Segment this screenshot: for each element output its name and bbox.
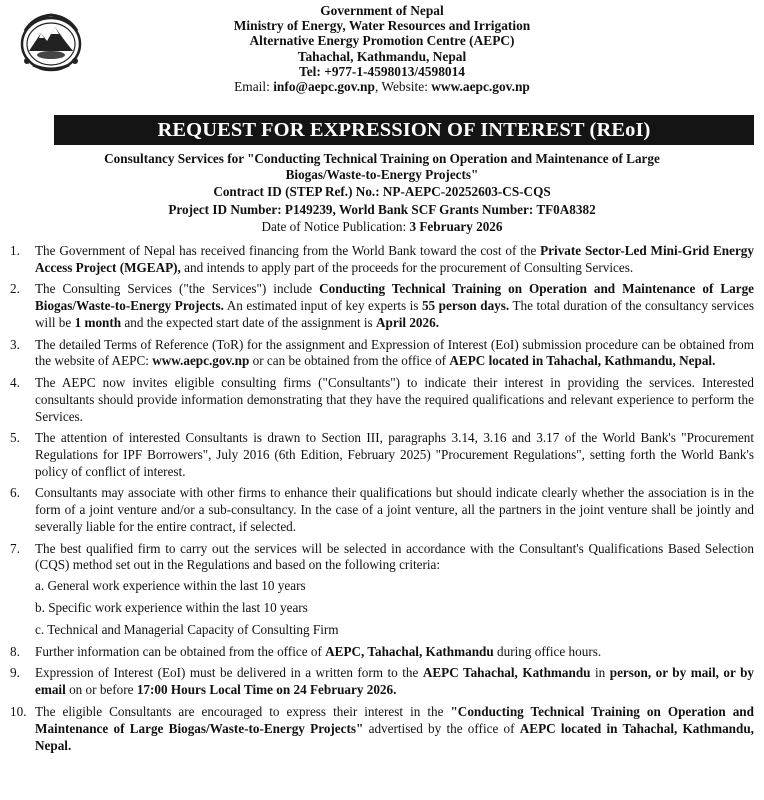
- email-label: Email:: [234, 79, 274, 95]
- item-text: 55 person days.: [421, 298, 510, 314]
- letterhead: [0, 3, 764, 94]
- item-text: The Consulting Services ("the Services") include: [35, 281, 320, 297]
- item-text: The Government of Nepal has received financing from the World Bank toward the cost of the: [35, 243, 541, 258]
- government-name: Government of Nepal: [320, 3, 444, 18]
- item-text: in: [590, 665, 610, 681]
- item-text: AEPC located in Tahachal, Kathmandu, Nepal.: [449, 353, 716, 369]
- website-link[interactable]: www.aepc.gov.np: [431, 79, 530, 95]
- item-text: Expression of Interest (EoI) must be delivered in a written form to the: [35, 665, 423, 681]
- item-text: AEPC, Tahachal, Kathmandu: [325, 644, 494, 660]
- item-text: on or before: [65, 682, 137, 698]
- item-text: person, or by mail, or by email: [35, 665, 755, 698]
- centre-name: Alternative Energy Promotion Centre (AEPC): [249, 33, 515, 49]
- notice-item: [10, 665, 754, 699]
- item-text: Private Sector-Led Mini-Grid Energy Access Project (MGEAP),: [35, 243, 754, 275]
- item-text: AEPC Tahachal, Kathmandu: [422, 665, 591, 681]
- item-number: 7.: [10, 540, 20, 556]
- notice-item: [10, 541, 754, 575]
- item-text: The total duration of the consultancy services will be: [35, 298, 754, 331]
- item-number: 9.: [10, 665, 20, 681]
- item-text: The detailed Terms of Reference (ToR) for the assignment and Expression of Interest (EoI) submission procedure can be obtained from the website of AEPC:: [35, 336, 754, 369]
- item-text: or can be obtained from the office of: [249, 353, 450, 369]
- notice-item: [10, 281, 754, 332]
- item-number: 6.: [10, 485, 20, 501]
- item-text: 17:00 Hours Local Time on 24 February 2026.: [136, 682, 397, 698]
- item-text: 1 month: [74, 315, 122, 331]
- item-text: Conducting Technical Training on Operation and Maintenance of Large Biogas/Waste-to-Energy Projects.: [35, 281, 755, 314]
- notice-item: [10, 337, 754, 371]
- item-text: The eligible Consultants are encouraged to express their interest in the: [35, 703, 451, 719]
- selection-criterion: a. General work experience within the last 10 years: [35, 578, 306, 594]
- notice-item: [10, 243, 754, 277]
- item-text: Further information can be obtained from the office of: [35, 644, 326, 660]
- contract-id: Contract ID (STEP Ref.) No.: NP-AEPC-20252603-CS-CQS: [213, 184, 551, 200]
- notice-item: [10, 704, 754, 755]
- contact-line: [0, 79, 764, 94]
- item-text: An estimated input of key experts is: [223, 298, 422, 314]
- telephone: Tel: +977-1-4598013/4598014: [299, 63, 465, 79]
- notice-title: REQUEST FOR EXPRESSION OF INTEREST (REoI): [54, 115, 754, 145]
- notice-item: [10, 644, 754, 661]
- website-label: , Website:: [374, 79, 432, 95]
- item-text: The best qualified firm to carry out the services will be selected in accordance with the Consultant's Qualifications Based Selection (CQS) method set out in the Regulations and based on the following criteria:: [35, 540, 754, 573]
- item-number: 4.: [10, 374, 20, 390]
- subtitle-line-2: Biogas/Waste-to-Energy Projects": [285, 167, 479, 183]
- notice-items: [10, 243, 754, 759]
- item-text: advertised by the office of: [363, 720, 520, 736]
- date-value: 3 February 2026: [409, 218, 503, 234]
- selection-criterion: b. Specific work experience within the last 10 years: [35, 600, 308, 616]
- item-number: 5.: [10, 430, 20, 446]
- item-text: and the expected start date of the assignment is: [121, 315, 376, 331]
- item-text: Consultants may associate with other firms to enhance their qualifications but should indicate clearly whether the association is in the form of a joint venture and/or a sub-consultancy. In the case of a joint venture, all the partners in the joint venture shall be jointly and severally liable for the entire contract, if selected.: [35, 485, 754, 535]
- ministry-name: Ministry of Energy, Water Resources and Irrigation: [233, 18, 531, 34]
- item-number: 8.: [10, 644, 20, 660]
- address: Tahachal, Kathmandu, Nepal: [297, 48, 467, 64]
- item-text: The AEPC now invites eligible consulting firms ("Consultants") to indicate their interest in providing the services. Interested consultants should provide information demonstrating that they have the required qualifications and relevant experience to perform the Services.: [35, 374, 754, 424]
- project-id: Project ID Number: P149239, World Bank SCF Grants Number: TF0A8382: [168, 201, 596, 217]
- publication-date: [20, 218, 744, 235]
- item-text: "Conducting Technical Training on Operation and Maintenance of Large Biogas/Waste-to-Energy Projects": [35, 703, 754, 736]
- item-number: 3.: [10, 336, 20, 352]
- selection-criterion: c. Technical and Managerial Capacity of Consulting Firm: [35, 622, 339, 638]
- notice-item: [10, 375, 754, 426]
- subtitle-line-1: Consultancy Services for "Conducting Technical Training on Operation and Maintenance of Large: [104, 151, 660, 166]
- notice-item: [10, 430, 754, 481]
- email-link[interactable]: info@aepc.gov.np: [273, 79, 375, 95]
- item-text: AEPC located in Tahachal, Kathmandu, Nepal.: [35, 720, 754, 753]
- date-label: Date of Notice Publication:: [261, 218, 410, 234]
- item-text: www.aepc.gov.np: [152, 353, 250, 369]
- item-number: 1.: [10, 243, 20, 258]
- notice-subheading: [20, 151, 744, 235]
- item-text: during office hours.: [493, 644, 602, 660]
- item-text: April 2026.: [375, 315, 439, 331]
- item-text: and intends to apply part of the proceeds for the procurement of Consulting Services.: [180, 259, 634, 275]
- item-number: 2.: [10, 281, 20, 297]
- notice-item: [10, 485, 754, 536]
- item-text: The attention of interested Consultants is drawn to Section III, paragraphs 3.14, 3.16 and 3.17 of the World Bank's "Procurement Regulations for IPF Borrowers", July 2016 (6th Edition, February 2025) "Procurement Regulations", setting forth the World Bank's policy of conflict of interest.: [35, 430, 754, 479]
- item-number: 10.: [10, 703, 27, 719]
